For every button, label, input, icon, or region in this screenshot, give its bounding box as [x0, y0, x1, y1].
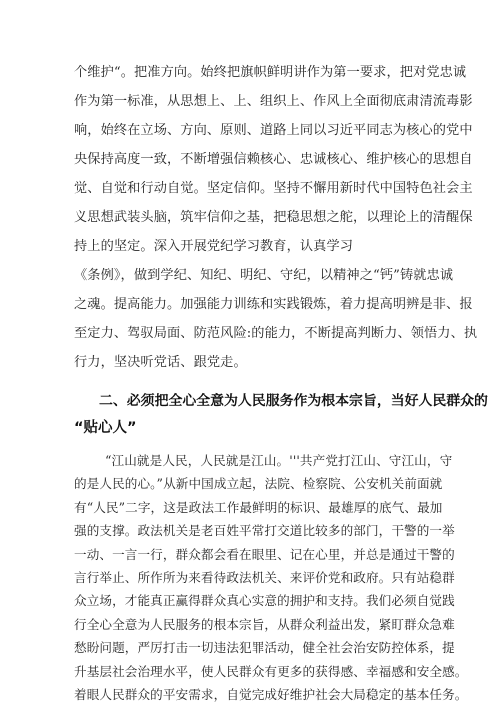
paragraph-line: 升基层社会治理水平，使人民群众有更多的获得感、幸福感和安全感。 — [74, 664, 468, 679]
paragraph-line: 着眼人民群众的平安需求，自觉完成好维护社会大局稳定的基本任务。 — [74, 687, 468, 702]
paragraph-line: 持上的坚定。深入开展党纪学习教育，认真学习 — [74, 239, 354, 254]
paragraph-line: 至定力、驾驭局面、防范风险:的能力，不断提高判断力、领悟力、执 — [74, 326, 478, 341]
paragraph-line: 的是人民的心。”从新中国成立起，法院、检察院、公安机关前面就 — [74, 476, 443, 491]
paragraph-line: 觉、自觉和行动自觉。坚定信仰。坚持不懈用新时代中国特色社会主 — [74, 181, 473, 196]
paragraph-line: 之魂。提高能力。加强能力训练和实践锻炼，着力提高明辨是非、报 — [74, 297, 473, 312]
paragraph-line: 愁盼问题，严厉打击一切违法犯罪活动，健全社会治安防控体系，提 — [74, 640, 455, 655]
paragraph-line: 作为第一标准，从思想上、上、组织上、作风上全面彻底肃清流毒影 — [74, 94, 473, 109]
paragraph-line: 众立场，才能真正赢得群众真心实意的拥护和支持。我们必须自觉践 — [74, 593, 455, 608]
paragraph-line: 行全心全意为人民服务的根本宗旨，从群众利益出发，紧盯群众急难 — [74, 617, 455, 632]
paragraph-line: 响，始终在立场、方向、原则、道路上同以习近平同志为核心的党中 — [74, 123, 473, 138]
paragraph-line: 个维护“。把准方向。始终把旗帜鲜明讲作为第一要求，把对党忠诚 — [74, 65, 467, 80]
section-heading: 二、必须把全心全意为人民服务作为根本宗旨，当好人民群众的 — [99, 393, 488, 409]
paragraph-line: 义思想武装头脑，筑牢信仰之基，把稳思想之舵，以理论上的清醒保 — [74, 210, 473, 225]
paragraph-line: 《条例》，做到学纪、知纪、明纪、守纪，以精神之“钙”铸就忠诚 — [74, 268, 454, 283]
paragraph-line: 强的支撑。政法机关是老百姓平常打交道比较多的部门，干警的一举 — [74, 523, 455, 538]
paragraph-line: 一动、一言一行，群众都会看在眼里、记在心里，并总是通过干警的 — [74, 547, 455, 562]
paragraph-line: 言行举止、所作所为来看待政法机关、来评价党和政府。只有站稳群 — [74, 570, 455, 585]
paragraph-line: 行力，坚决听党话、跟党走。 — [74, 355, 247, 370]
section-heading: “贴心人” — [74, 420, 137, 436]
paragraph-line: 有“人民”二字，这是政法工作最鲜明的标识、最雄厚的底气、最加 — [74, 500, 443, 515]
paragraph-line: 央保持高度一致，不断增强信赖核心、忠诚核心、维护核心的思想自 — [74, 152, 473, 167]
paragraph-line: “江山就是人民，人民就是江山。'''共产党打江山、守江山，守 — [105, 453, 453, 468]
